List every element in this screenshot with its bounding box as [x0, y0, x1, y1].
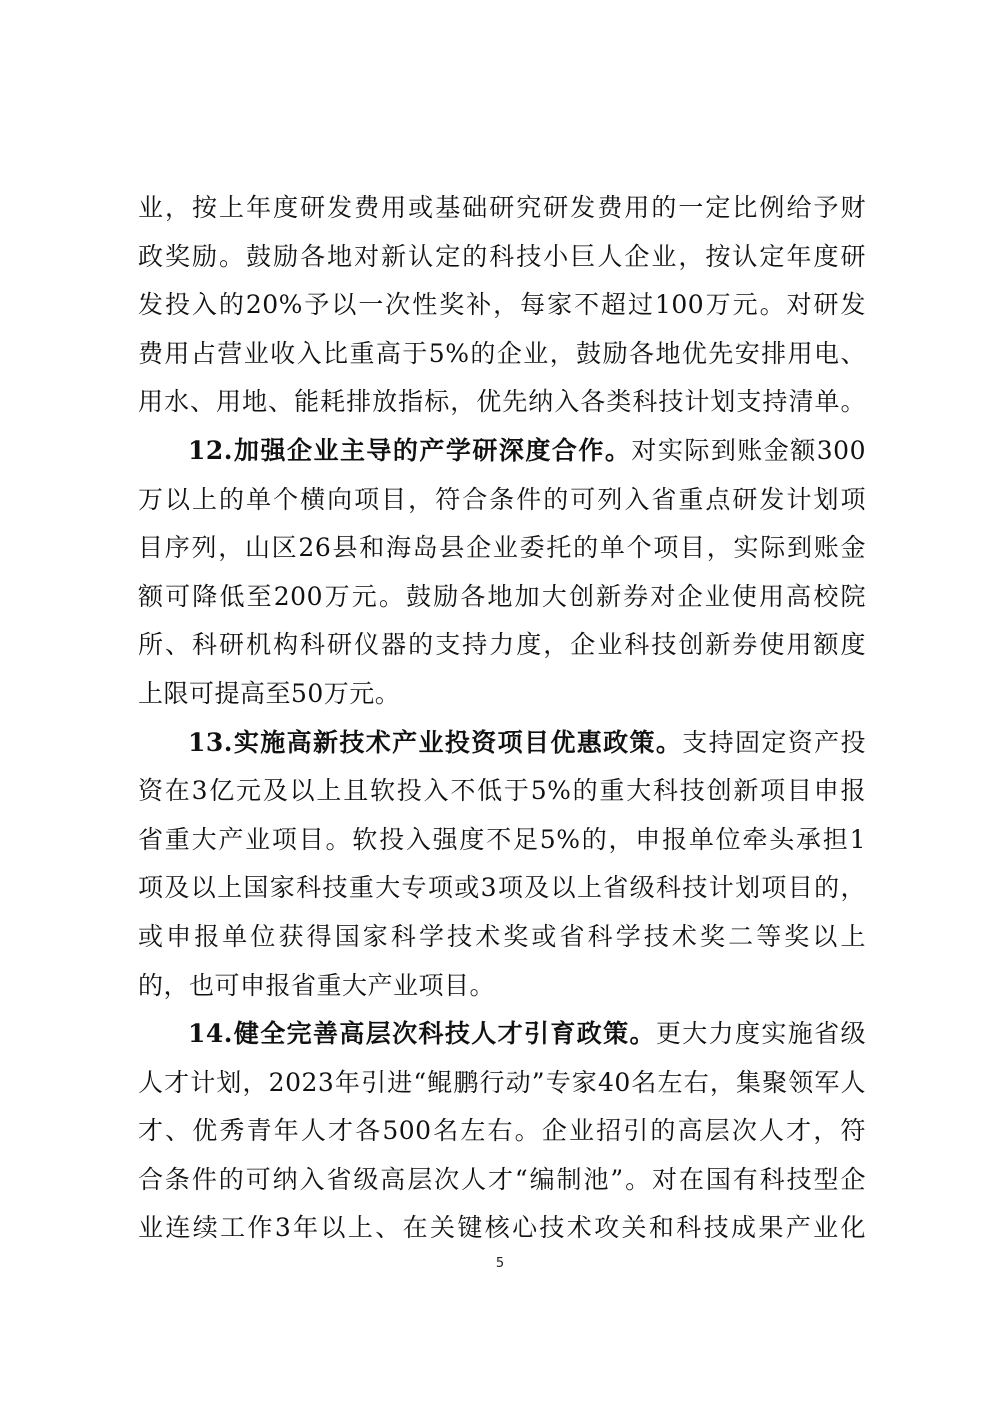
body-text	[138, 184, 866, 1253]
text-line: 省重大产业项目。软投入强度不足5%的，申报单位牵头承担1	[138, 824, 866, 854]
text-line: 目序列，山区26县和海岛县企业委托的单个项目，实际到账金	[138, 533, 866, 563]
page-number: 5	[495, 1256, 505, 1271]
item-14-first-line-text: 更大力度实施省级	[655, 1019, 866, 1049]
text-line: 所、科研机构科研仪器的支持力度，企业科技创新券使用额度	[138, 630, 866, 660]
item-13-first-line	[138, 719, 866, 768]
item-13-heading: 13.实施高新技术产业投资项目优惠政策。	[188, 727, 683, 757]
text-line: 上限可提高至50万元。	[138, 678, 401, 708]
text-line: 政奖励。鼓励各地对新认定的科技小巨人企业，按认定年度研	[138, 241, 866, 271]
item-13-first-line-text: 支持固定资产投	[682, 727, 866, 757]
text-line: 的，也可申报省重大产业项目。	[138, 970, 496, 1000]
item-12-heading: 12.加强企业主导的产学研深度合作。	[188, 435, 632, 465]
text-line: 发投入的20%予以一次性奖补，每家不超过100万元。对研发	[138, 290, 866, 320]
text-line: 业，按上年度研发费用或基础研究研发费用的一定比例给予财	[138, 193, 866, 222]
item-12-first-line-text: 对实际到账金额300	[631, 435, 866, 465]
text-line: 才、优秀青年人才各500名左右。企业招引的高层次人才，符	[138, 1116, 866, 1146]
text-line: 费用占营业收入比重高于5%的企业，鼓励各地优先安排用电、	[138, 338, 866, 368]
item-12-first-line	[138, 427, 866, 476]
text-line: 资在3亿元及以上且软投入不低于5%的重大科技创新项目申报	[138, 776, 866, 806]
text-line: 项及以上国家科技重大专项或3项及以上省级科技计划项目的，	[138, 873, 866, 903]
item-14-first-line	[138, 1010, 866, 1059]
text-line: 业连续工作3年以上、在关键核心技术攻关和科技成果产业化	[138, 1213, 866, 1243]
text-line: 或申报单位获得国家科学技术奖或省科学技术奖二等奖以上	[138, 921, 866, 951]
text-line: 用水、用地、能耗排放指标，优先纳入各类科技计划支持清单。	[138, 387, 866, 417]
text-line: 合条件的可纳入省级高层次人才“编制池”。对在国有科技型企	[138, 1164, 866, 1194]
text-line: 万以上的单个横向项目，符合条件的可列入省重点研发计划项	[138, 484, 866, 514]
text-line: 额可降低至200万元。鼓励各地加大创新券对企业使用高校院	[138, 581, 866, 611]
text-line: 人才计划，2023年引进“鲲鹏行动”专家40名左右，集聚领军人	[138, 1067, 866, 1097]
item-14-heading: 14.健全完善高层次科技人才引育政策。	[188, 1019, 656, 1049]
